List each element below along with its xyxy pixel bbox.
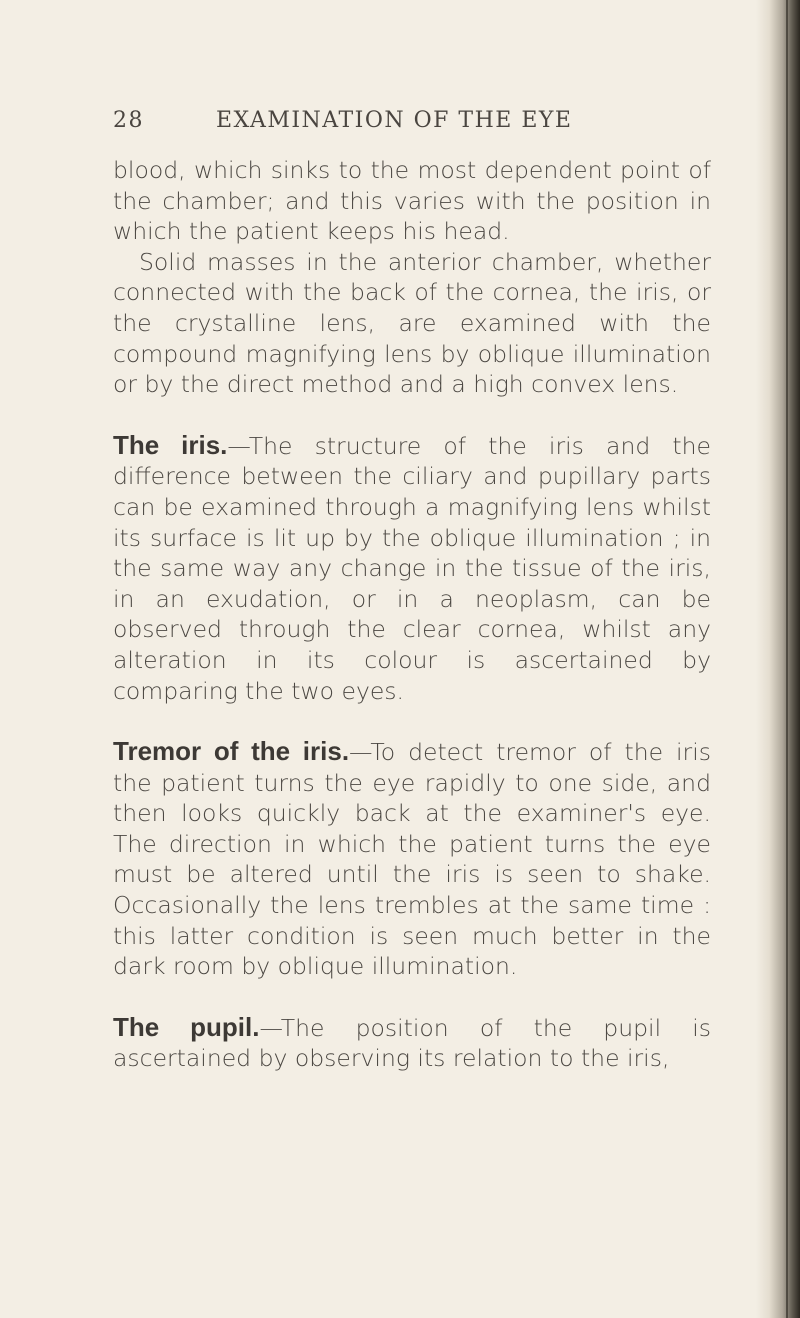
- running-header: [113, 108, 713, 133]
- section-heading-pupil: The pupil.: [113, 1011, 260, 1042]
- page-number: 28: [113, 108, 144, 133]
- section-the-iris: [113, 430, 711, 706]
- section-tremor-of-iris: [113, 736, 711, 982]
- section-heading-iris: The iris.: [113, 429, 228, 460]
- section-text-pupil: —The position of the pupil is ascertained by observing its relation to the iris,: [113, 1013, 712, 1073]
- paragraph-solid-masses: Solid masses in the anterior chamber, whether connected with the back of the cornea, the iris, or the crystalline lens, are examined with the compound magnifying lens by oblique illumination or by the direct method and a high convex lens.: [113, 247, 711, 399]
- section-text-iris: —The structure of the iris and the difference between the ciliary and pupillary parts can be examined through a magnifying lens whilst its surface is lit up by the oblique illumination ; in the same way any change in the tissue of the iris, in an exudation, or in a neoplasm, can be observed through the clear cornea, whilst any alteration in its colour is ascertained by comparing the two eyes.: [113, 431, 711, 705]
- running-title: EXAMINATION OF THE EYE: [216, 108, 573, 133]
- page-body: [113, 155, 711, 1074]
- section-text-tremor: —To detect tremor of the iris the patient turns the eye rapidly to one side, and then looks quickly back at the examiner's eye. The direction in which the patient turns the eye must be altered until the iris is seen to shake. Occasionally the lens trembles at the same time : this latter condition is seen much better in the dark room by oblique illumination.: [113, 738, 711, 981]
- book-spine-edge: [786, 0, 788, 1318]
- paragraph-continuation: blood, which sinks to the most dependent point of the chamber; and this varies with the position in which the patient keeps his head.: [113, 156, 711, 246]
- section-heading-tremor: Tremor of the iris.: [113, 736, 350, 767]
- section-the-pupil: [113, 1012, 711, 1074]
- book-spine-shadow: [756, 0, 800, 1318]
